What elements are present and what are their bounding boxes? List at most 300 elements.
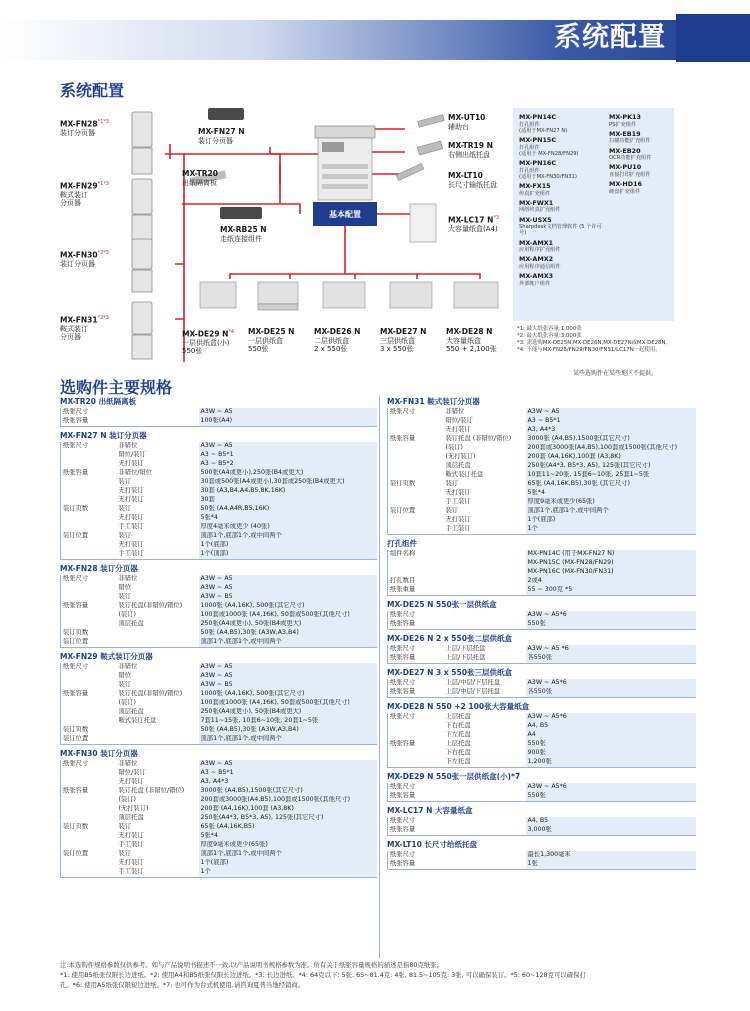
- spec-sublabel: 装订: [118, 681, 132, 688]
- spec-label: [61, 832, 117, 841]
- spec-label: 纸张容量: [388, 826, 444, 835]
- spec-row: [61, 735, 377, 744]
- spec-label: [61, 717, 117, 726]
- spec-row: [388, 851, 696, 860]
- spec-sublabel: [117, 629, 199, 638]
- spec-value: A3W ~ A5: [199, 584, 377, 593]
- specs-section-title: 选购件主要规格: [60, 378, 173, 397]
- spec-row: [61, 505, 377, 514]
- label-mx-de29n: MX-DE29 $N^{*4}$ 一层供纸盒(小) 550张: [182, 329, 235, 356]
- page-title: 系统配置: [554, 22, 666, 53]
- spec-row: [61, 690, 377, 699]
- spec-sublabel: [444, 817, 526, 826]
- spec-row: [388, 498, 696, 507]
- spec-value: A3W ~ A5: [199, 442, 377, 451]
- spec-row: [61, 805, 377, 814]
- spec-label: [388, 758, 444, 767]
- spec-value: A3W ~ A5: [199, 663, 377, 672]
- diagram-section-title: 系统配置: [60, 81, 125, 100]
- spec-value: A3W ~ A5*6: [526, 611, 696, 620]
- spec-value: 550张: [526, 740, 696, 749]
- spec-label: [61, 699, 117, 708]
- spec-label: 组件名称: [388, 550, 444, 559]
- spec-row: [388, 792, 696, 801]
- spec-value: A3 ~ B5*2: [199, 460, 377, 469]
- spec-sublabel: 错位: [118, 584, 132, 591]
- spec-value: 50张 (A4,B5),30张 (A3W,A3,B4): [199, 726, 377, 735]
- spec-row: [61, 814, 377, 823]
- spec-sublabel: 错位/装订: [445, 417, 473, 424]
- spec-row: [388, 860, 696, 869]
- panel-left-list: [519, 114, 605, 290]
- panel-item: [519, 160, 605, 180]
- panel-item-code: MX-PN15C: [519, 136, 557, 144]
- spec-sublabel: 上层/下层托盘: [445, 645, 486, 652]
- spec-value: 65张 (A4,16K,B5),30张 (其它尺寸): [526, 480, 696, 489]
- spec-label: 纸张容量: [61, 602, 117, 611]
- spec-sublabel: 无打装订: [118, 832, 144, 839]
- spec-label: 装订位置: [388, 507, 444, 516]
- spec-table: [387, 713, 696, 768]
- spec-table: [60, 663, 377, 745]
- spec-value: A4, B5: [526, 722, 696, 731]
- spec-label: [388, 453, 444, 462]
- spec-sublabel: 装订: [118, 478, 132, 485]
- spec-label: 纸张尺寸: [388, 817, 444, 826]
- spec-row: [61, 487, 377, 496]
- spec-value: 5张*4: [199, 832, 377, 841]
- spec-label: [61, 814, 117, 823]
- spec-value: 厚度9毫米或更少(65张): [199, 841, 377, 850]
- spec-table-title: MX-DE26 N 2 x 550张二层供纸盒: [387, 634, 512, 643]
- spec-sublabel: [444, 611, 526, 620]
- panel-item-desc: 直接打印扩充组件: [609, 171, 651, 178]
- label-mx-lc17n: MX-LC17 $N^{*3}$ 大容量纸盒(A4): [448, 215, 500, 233]
- spec-row: [61, 523, 377, 532]
- spec-sublabel: (无打装订): [118, 805, 149, 812]
- spec-label: [388, 462, 444, 471]
- page-header: [0, 0, 750, 62]
- spec-label: [61, 708, 117, 717]
- spec-sublabel: 下右托盘: [445, 722, 471, 729]
- spec-value: MX-PN15C (MX-FN28/FN29): [526, 559, 696, 568]
- spec-value: 顶部1个,底部1个,或中间两个: [526, 507, 696, 516]
- spec-value: 顶部1个,底部1个,或中间两个: [199, 850, 377, 859]
- spec-label: [388, 426, 444, 435]
- spec-row: [388, 654, 696, 663]
- note-2: *2: 最大纸张容量:3,000张: [517, 333, 582, 339]
- spec-value: A3W ~ A5*6: [526, 783, 696, 792]
- spec-row: [388, 586, 696, 595]
- spec-value: 1,200张: [526, 758, 696, 767]
- spec-row: [388, 417, 696, 426]
- spec-row: [388, 679, 696, 688]
- spec-value: A3W ~ B5: [199, 593, 377, 602]
- spec-value: A3 ~ B5*1: [199, 769, 377, 778]
- spec-value: A3, A4*3: [526, 426, 696, 435]
- spec-label: 纸张容量: [388, 654, 444, 663]
- panel-item-desc: 传真扩充组件: [519, 190, 551, 197]
- spec-label: [61, 805, 117, 814]
- spec-sublabel: [444, 860, 526, 869]
- spec-row: [388, 426, 696, 435]
- spec-sublabel: 顶层托盘: [445, 462, 471, 469]
- panel-item-code: MX-PN14C: [519, 113, 557, 121]
- spec-value: MX-PN16C (MX-FN30/FN31): [526, 568, 696, 577]
- header-accent-block: [676, 14, 750, 62]
- spec-value: 10套11~20张, 15套6~10张, 25套1~5张: [526, 471, 696, 480]
- label-mx-rb25n: MX-RB25 N 走纸连接组件: [220, 225, 267, 243]
- spec-value: A3W ~ A5: [199, 575, 377, 584]
- spec-row: [61, 593, 377, 602]
- spec-sublabel: 非错位: [118, 760, 138, 767]
- spec-row: [61, 823, 377, 832]
- spec-label: [388, 417, 444, 426]
- spec-sublabel: 装订托盘 (非错位/错位): [445, 435, 512, 442]
- label-mx-tr20: MX-TR20 出纸隔离板: [182, 169, 218, 187]
- panel-item-desc: 网络传真扩充组件: [519, 207, 561, 214]
- panel-item-desc: 应用程序通信组件: [519, 263, 561, 270]
- spec-sublabel: (装订): [118, 796, 137, 803]
- spec-label: [61, 496, 117, 505]
- spec-sublabel: 装订托盘 (非错位/错位): [118, 787, 185, 794]
- spec-sublabel: 手工装订: [118, 841, 144, 848]
- spec-table-title: MX-DE29 N 550张一层供纸盒(小)*7: [387, 772, 521, 781]
- spec-sublabel: [444, 577, 526, 586]
- panel-item: [519, 273, 605, 287]
- spec-sublabel: 无打装订: [118, 514, 144, 521]
- spec-row: [388, 577, 696, 586]
- spec-label: [61, 487, 117, 496]
- spec-row: [61, 408, 377, 417]
- spec-sublabel: 装订托盘(非错位/错位): [118, 690, 183, 697]
- panel-item: [519, 217, 605, 237]
- spec-sublabel: 无打装订: [118, 487, 144, 494]
- spec-value: 1个(顶部): [199, 550, 377, 559]
- spec-value: A3, A4*3: [199, 778, 377, 787]
- spec-sublabel: 无打装订: [118, 460, 144, 467]
- spec-label: 纸张容量: [388, 860, 444, 869]
- spec-value: 1个(底部): [199, 541, 377, 550]
- spec-row: [61, 832, 377, 841]
- spec-table: [60, 575, 377, 648]
- label-mx-de28n: MX-DE28 N 大容量纸盒 550 + 2,100张: [446, 327, 497, 353]
- spec-value: 7套11~15张, 10套6~10张, 20套1~5张: [199, 717, 377, 726]
- spec-sublabel: (装订): [118, 699, 137, 706]
- note-1: *1: 最大纸张容量:1,000张: [517, 326, 582, 332]
- spec-table: [387, 645, 696, 664]
- spec-row: [388, 568, 696, 577]
- spec-row: [61, 796, 377, 805]
- spec-row: [61, 868, 377, 877]
- spec-label: 纸张容量: [388, 435, 444, 444]
- spec-value: A3 ~ B5*1: [526, 417, 696, 426]
- note-4: *4: 不能与MX-FN28/FN29/FN30/FN31/LC17N一起使用。: [517, 347, 661, 353]
- spec-sublabel: 鞍式装订托盘: [445, 471, 484, 478]
- spec-label: 纸张容量: [61, 787, 117, 796]
- spec-table: [387, 550, 696, 596]
- spec-sublabel: 装订托盘(非错位/错位): [118, 602, 183, 609]
- spec-label: 纸张尺寸: [388, 645, 444, 654]
- spec-table: [387, 851, 696, 870]
- spec-row: [61, 778, 377, 787]
- spec-sublabel: 错位/装订: [118, 451, 146, 458]
- spec-row: [388, 507, 696, 516]
- spec-sublabel: 手工装订: [118, 523, 144, 530]
- spec-table-title: MX-LC17 N 大容量纸盒: [387, 806, 473, 815]
- panel-item: [609, 131, 671, 145]
- spec-row: [61, 859, 377, 868]
- panel-item-desc: 硬盘扩充组件: [609, 188, 641, 195]
- spec-sublabel: 手工装订: [444, 525, 526, 534]
- spec-value: 200套 (A4,16K),100套 (A3,8K): [526, 453, 696, 462]
- spec-label: 纸张容量: [61, 417, 117, 426]
- spec-value: 顶部1个,底部1个,或中间两个: [199, 735, 377, 744]
- spec-sublabel: 上层/下层托盘: [444, 654, 526, 663]
- spec-label: [61, 514, 117, 523]
- spec-sublabel: [117, 735, 199, 744]
- spec-label: 纸张尺寸: [61, 760, 117, 769]
- spec-table-title: MX-DE25 N 550张一层供纸盒: [387, 600, 497, 609]
- panel-item-desc: 打孔组件 (适用于MX-FN27 N): [519, 121, 568, 134]
- panel-item: [609, 114, 671, 128]
- spec-row: [388, 480, 696, 489]
- spec-sublabel: 上层/中层/下层托盘: [444, 688, 526, 697]
- spec-row: [61, 584, 377, 593]
- spec-sublabel: [444, 851, 526, 860]
- spec-label: [61, 550, 117, 559]
- panel-item-desc: 扫描功能扩充组件: [609, 138, 651, 145]
- spec-label: 纸张尺寸: [388, 408, 444, 417]
- spec-label: [388, 568, 444, 577]
- spec-sublabel: 错位: [118, 672, 132, 679]
- spec-sublabel: (装订): [445, 444, 464, 451]
- spec-label: [61, 611, 117, 620]
- spec-row: [61, 699, 377, 708]
- spec-value: A3W ~ A5: [526, 408, 696, 417]
- spec-table: [60, 442, 377, 560]
- spec-sublabel: 非错位: [445, 408, 465, 415]
- spec-value: 550张: [526, 620, 696, 629]
- spec-label: [61, 593, 117, 602]
- panel-item: [609, 164, 671, 178]
- spec-sublabel: [117, 638, 199, 647]
- spec-row: [61, 629, 377, 638]
- label-mx-de27n: MX-DE27 N 三层供纸盒 3 x 550张: [380, 327, 427, 353]
- spec-sublabel: [117, 417, 199, 426]
- spec-value: 1个: [526, 525, 696, 534]
- spec-row: [61, 787, 377, 796]
- spec-row: [61, 681, 377, 690]
- spec-sublabel: 顶层托盘: [118, 814, 144, 821]
- spec-value: A3W ~ A5: [199, 760, 377, 769]
- spec-sublabel: 非错位/错位: [118, 469, 153, 476]
- label-mx-fn31: $MX-FN31^{*2*3}$ 鞍式装订 分页器: [60, 315, 109, 342]
- panel-item-desc: 应用程序扩充组件: [519, 247, 561, 254]
- spec-row: [61, 602, 377, 611]
- spec-label: [388, 471, 444, 480]
- spec-sublabel: (无打装订): [445, 453, 476, 460]
- spec-label: 装订位置: [61, 638, 117, 647]
- spec-sublabel: [444, 550, 526, 559]
- spec-value: 30套或500张(A4或更小),30套或250张(B4或更大): [199, 478, 377, 487]
- spec-value: 顶部1个,底部1个,或中间两个: [199, 638, 377, 647]
- panel-item-code: MX-PN16C: [519, 159, 557, 167]
- panel-item: [609, 148, 671, 162]
- spec-label: 纸张容量: [388, 620, 444, 629]
- spec-value: A4: [526, 731, 696, 740]
- spec-row: [388, 826, 696, 835]
- panel-item-code: MX-FX15: [519, 182, 551, 190]
- spec-value: 各550张: [526, 654, 696, 663]
- panel-right-list: [609, 114, 671, 198]
- spec-table-title: MX-FN31 鞍式装订分页器: [387, 397, 480, 406]
- spec-sublabel: 下左托盘: [445, 731, 471, 738]
- system-diagram: [60, 104, 675, 377]
- spec-value: 65张 (A4,16K,B5): [199, 823, 377, 832]
- spec-row: [61, 663, 377, 672]
- spec-row: [61, 760, 377, 769]
- panel-item-code: MX-FWX1: [519, 198, 554, 207]
- spec-sublabel: 无打装订: [445, 426, 471, 433]
- spec-row: [61, 469, 377, 478]
- spec-row: [388, 758, 696, 767]
- panel-item-code: MX-AMX3: [519, 272, 554, 281]
- spec-sublabel: 上层托盘: [445, 740, 471, 747]
- spec-sublabel: 顶层托盘: [118, 708, 144, 715]
- panel-item-code: MX-EB20: [609, 146, 641, 155]
- spec-row: [61, 769, 377, 778]
- spec-label: 纸张重量: [388, 586, 444, 595]
- spec-value: 900张: [526, 749, 696, 758]
- note-availability: 某些选购件在某些地区不提供。: [573, 370, 658, 377]
- basic-configuration-box: 基本配置: [313, 202, 377, 226]
- spec-value: 250张(A4或更小), 50张(B4或更大): [199, 620, 377, 629]
- spec-value: 1000张 (A4,16K), 500张(其它尺寸): [199, 602, 377, 611]
- spec-value: A3W ~ A5*6: [526, 713, 696, 722]
- panel-item: [519, 137, 605, 157]
- spec-value: 50张 (A4,A4R,B5,16K): [199, 505, 377, 514]
- spec-sublabel: [444, 568, 526, 577]
- spec-row: [61, 550, 377, 559]
- spec-sublabel: 装订: [445, 507, 459, 514]
- spec-value: 2或4: [526, 577, 696, 586]
- spec-label: 装订页数: [61, 505, 117, 514]
- spec-label: 纸张尺寸: [61, 408, 117, 417]
- spec-table: [387, 817, 696, 836]
- spec-value: 200套 (A4,16K),100套 (A3,8K): [199, 805, 377, 814]
- spec-sublabel: 下右托盘: [445, 749, 471, 756]
- spec-row: [61, 460, 377, 469]
- spec-value: 厚度4毫米或更少 (40张): [199, 523, 377, 532]
- spec-sublabel: [444, 559, 526, 568]
- spec-label: [388, 722, 444, 731]
- spec-sublabel: [444, 783, 526, 792]
- spec-value: 5张*4: [199, 514, 377, 523]
- spec-row: [61, 620, 377, 629]
- spec-label: 打孔数目: [388, 577, 444, 586]
- spec-table: [60, 408, 377, 427]
- spec-value: A4, B5: [526, 817, 696, 826]
- spec-row: [388, 722, 696, 731]
- column-divider: [379, 396, 380, 958]
- label-mx-lt10: MX-LT10 长尺寸输纸托盘: [448, 171, 497, 189]
- spec-label: [61, 523, 117, 532]
- spec-value: A3W ~ A5 *6: [526, 645, 696, 654]
- spec-row: [388, 408, 696, 417]
- note-3: *3: 需选购MX-DE25N,MX-DE26N,MX-DE27N或MX-DE28N。: [517, 340, 671, 346]
- spec-row: [388, 559, 696, 568]
- spec-value: 30套 (A3,B4,A4,B5,8K,16K): [199, 487, 377, 496]
- spec-label: [61, 672, 117, 681]
- spec-value: 1个(底部): [526, 516, 696, 525]
- spec-value: A3W ~ A5*6: [526, 679, 696, 688]
- spec-label: [388, 559, 444, 568]
- spec-sublabel: (装订): [118, 611, 137, 618]
- spec-table-title: MX-LT10 长尺寸给纸托盘: [387, 840, 477, 849]
- spec-row: [61, 532, 377, 541]
- panel-item-code: MX-HD16: [609, 180, 642, 189]
- label-mx-fn30: $MX-FN30^{*2*3}$ 装订分页器: [60, 250, 109, 268]
- spec-row: [61, 451, 377, 460]
- spec-row: [388, 749, 696, 758]
- panel-item-desc: 打孔组件 (适用于 MX-FN28/FN29): [519, 144, 579, 157]
- spec-label: 纸张尺寸: [388, 611, 444, 620]
- spec-sublabel: [117, 726, 199, 735]
- spec-row: [61, 708, 377, 717]
- spec-label: 纸张尺寸: [388, 679, 444, 688]
- spec-label: 纸张尺寸: [388, 851, 444, 860]
- spec-sublabel: 下左托盘: [444, 758, 526, 767]
- spec-row: [61, 541, 377, 550]
- spec-value: 100套或1000张 (A4,16K), 50套或500张(其他尺寸): [199, 611, 377, 620]
- spec-row: [61, 417, 377, 426]
- label-mx-fn28: $MX-FN28^{*1*3}$ 装订分页器: [60, 119, 109, 137]
- label-mx-ut10: MX-UT10 辅助台: [448, 113, 486, 131]
- spec-sublabel: [117, 408, 199, 417]
- panel-item-code: MX-AMX2: [519, 255, 554, 264]
- panel-item: [519, 114, 605, 134]
- spec-value: A3 ~ B5*1: [199, 451, 377, 460]
- spec-value: 100套或1000张 (A4,16K), 50套或500张(其他尺寸): [199, 699, 377, 708]
- spec-label: 纸张容量: [61, 690, 117, 699]
- spec-row: [388, 688, 696, 697]
- spec-value: MX-PN14C (用于MX-FN27 N): [526, 550, 696, 559]
- spec-label: [61, 769, 117, 778]
- spec-value: 1张: [526, 860, 696, 869]
- panel-item-desc: PS扩充组件: [609, 121, 637, 128]
- footnote-line-2: 孔。*6: 使用A5纸张仅限短边进纸。*7: 也可作为台式机使用,请咨询夏普当地经销商。: [60, 981, 305, 989]
- panel-item: [519, 200, 605, 214]
- spec-row: [61, 717, 377, 726]
- spec-sublabel: [444, 826, 526, 835]
- label-mx-fn27n: MX-FN27 N 装订分页器: [198, 127, 245, 145]
- spec-label: [388, 489, 444, 498]
- spec-table: [60, 760, 377, 878]
- spec-sublabel: [444, 586, 526, 595]
- spec-table: [387, 679, 696, 698]
- spec-value: 55 ~ 300克 *5: [526, 586, 696, 595]
- spec-value: 1个(底部): [199, 859, 377, 868]
- spec-value: 厚度9毫米或更少(65张): [526, 498, 696, 507]
- spec-row: [388, 525, 696, 534]
- panel-item-code: MX-PU10: [609, 163, 642, 172]
- spec-value: 5张*4: [526, 489, 696, 498]
- spec-value: 50张 (A4,B5),30张 (A3W,A3,B4): [199, 629, 377, 638]
- spec-sublabel: 手工装订: [445, 498, 471, 505]
- spec-row: [61, 496, 377, 505]
- panel-item-code: MX-USX5: [519, 215, 552, 224]
